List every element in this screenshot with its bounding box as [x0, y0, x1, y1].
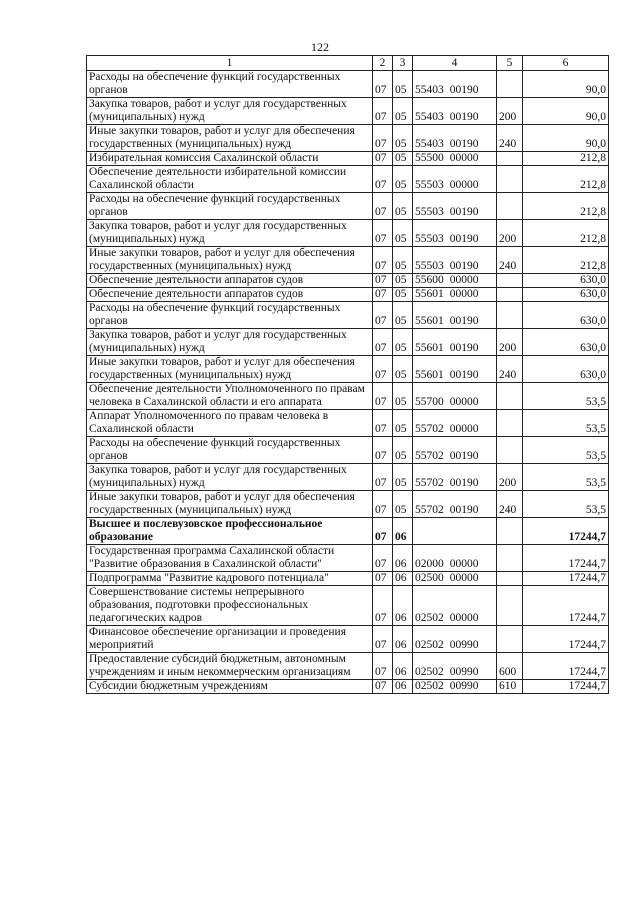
row-name: Закупка товаров, работ и услуг для государственных (муниципальных) нужд [87, 329, 373, 356]
table-row [87, 302, 609, 329]
row-amount: 17244,7 [523, 653, 609, 680]
row-amount: 53,5 [523, 491, 609, 518]
table-row [87, 166, 609, 193]
row-code-2: 07 [373, 586, 393, 626]
row-code-5: 240 [497, 125, 523, 152]
row-code-3: 05 [393, 383, 413, 410]
row-code-4-program: 55403 [415, 84, 444, 96]
row-code-5 [497, 288, 523, 302]
row-code-4-program: 55601 [415, 369, 444, 381]
row-code-2: 07 [373, 437, 393, 464]
row-code-4-direction: 00190 [449, 315, 479, 327]
table-row [87, 383, 609, 410]
row-code-5 [497, 274, 523, 288]
table-row [87, 98, 609, 125]
row-amount: 17244,7 [523, 518, 609, 545]
row-code-4-program: 55403 [415, 111, 444, 123]
row-code-4-program: 02502 [415, 639, 444, 651]
row-code-3: 05 [393, 71, 413, 98]
row-code-4-direction: 00190 [449, 477, 479, 489]
row-name: Расходы на обеспечение функций государственных органов [87, 302, 373, 329]
row-code-3: 05 [393, 302, 413, 329]
row-code-4-program: 55601 [415, 288, 444, 300]
row-code-3: 06 [393, 518, 413, 545]
row-name: Обеспечение деятельности аппаратов судов [87, 288, 373, 302]
row-code-3: 05 [393, 166, 413, 193]
table-row [87, 247, 609, 274]
table-row [87, 125, 609, 152]
row-code-4 [413, 166, 497, 193]
row-code-5: 200 [497, 464, 523, 491]
row-name: Расходы на обеспечение функций государственных органов [87, 193, 373, 220]
row-code-4-direction: 00190 [449, 504, 479, 516]
table-header-row [87, 56, 609, 71]
row-code-4 [413, 220, 497, 247]
row-code-2: 07 [373, 152, 393, 166]
row-code-4-direction: 00990 [449, 666, 479, 678]
row-code-4-direction: 00190 [449, 342, 479, 354]
row-code-3: 05 [393, 274, 413, 288]
row-code-4-direction: 00190 [449, 84, 479, 96]
row-code-4-direction: 00000 [449, 179, 479, 191]
table-row [87, 274, 609, 288]
row-code-4 [413, 288, 497, 302]
row-code-4-program: 55600 [415, 274, 444, 286]
row-amount: 17244,7 [523, 626, 609, 653]
row-code-4-program: 55503 [415, 179, 444, 191]
row-code-5 [497, 572, 523, 586]
row-code-2: 07 [373, 545, 393, 572]
row-name: Обеспечение деятельности избирательной комиссии Сахалинской области [87, 166, 373, 193]
column-header-6: 6 [523, 56, 609, 71]
row-code-4 [413, 356, 497, 383]
row-code-2: 07 [373, 166, 393, 193]
row-code-4 [413, 572, 497, 586]
row-code-2: 07 [373, 356, 393, 383]
row-code-2: 07 [373, 680, 393, 694]
row-code-4-program: 55503 [415, 206, 444, 218]
table-row [87, 193, 609, 220]
row-code-3: 06 [393, 586, 413, 626]
row-code-4-program: 55403 [415, 138, 444, 150]
table-row [87, 329, 609, 356]
row-code-4-program: 55601 [415, 342, 444, 354]
row-code-4-program: 02502 [415, 680, 444, 692]
row-amount: 53,5 [523, 383, 609, 410]
row-code-4 [413, 653, 497, 680]
row-code-4 [413, 152, 497, 166]
column-header-4: 4 [413, 56, 497, 71]
row-code-3: 06 [393, 626, 413, 653]
row-code-3: 06 [393, 680, 413, 694]
row-name: Совершенствование системы непрерывного образования, подготовки профессиональных педагогических кадров [87, 586, 373, 626]
row-code-4 [413, 71, 497, 98]
row-amount: 53,5 [523, 437, 609, 464]
row-code-2: 07 [373, 302, 393, 329]
row-amount: 17244,7 [523, 586, 609, 626]
row-code-2: 07 [373, 464, 393, 491]
row-amount: 17244,7 [523, 572, 609, 586]
row-code-4 [413, 383, 497, 410]
row-code-5: 240 [497, 247, 523, 274]
row-code-5: 600 [497, 653, 523, 680]
row-name: Закупка товаров, работ и услуг для государственных (муниципальных) нужд [87, 464, 373, 491]
row-name: Обеспечение деятельности аппаратов судов [87, 274, 373, 288]
row-name: Аппарат Уполномоченного по правам человека в Сахалинской области [87, 410, 373, 437]
row-code-4-program: 55702 [415, 477, 444, 489]
column-header-3: 3 [393, 56, 413, 71]
row-code-4-direction: 00190 [449, 206, 479, 218]
row-amount: 212,8 [523, 166, 609, 193]
row-code-5: 200 [497, 220, 523, 247]
row-code-5 [497, 71, 523, 98]
column-header-5: 5 [497, 56, 523, 71]
table-row [87, 288, 609, 302]
row-code-2: 07 [373, 274, 393, 288]
row-code-4 [413, 193, 497, 220]
row-name: Финансовое обеспечение организации и проведения мероприятий [87, 626, 373, 653]
row-code-4-program: 55503 [415, 233, 444, 245]
row-code-5: 240 [497, 491, 523, 518]
row-code-2: 07 [373, 71, 393, 98]
row-code-4 [413, 274, 497, 288]
row-code-4-program: 02500 [415, 572, 444, 584]
row-code-3: 05 [393, 220, 413, 247]
row-code-2: 07 [373, 626, 393, 653]
row-code-5 [497, 545, 523, 572]
row-code-2: 07 [373, 247, 393, 274]
table-row [87, 586, 609, 626]
table-row [87, 680, 609, 694]
table-row [87, 464, 609, 491]
row-code-4-direction: 00000 [449, 288, 479, 300]
row-code-3: 05 [393, 491, 413, 518]
row-code-3: 05 [393, 356, 413, 383]
row-amount: 630,0 [523, 302, 609, 329]
row-code-2: 07 [373, 383, 393, 410]
row-code-5: 240 [497, 356, 523, 383]
row-amount: 212,8 [523, 220, 609, 247]
row-code-4 [413, 437, 497, 464]
row-amount: 90,0 [523, 98, 609, 125]
row-code-4-direction: 00190 [449, 111, 479, 123]
row-amount: 630,0 [523, 356, 609, 383]
row-code-2: 07 [373, 653, 393, 680]
row-code-4-program: 02000 [415, 558, 444, 570]
table-row [87, 220, 609, 247]
row-code-4-direction: 00000 [449, 423, 479, 435]
row-code-5: 200 [497, 329, 523, 356]
row-name: Иные закупки товаров, работ и услуг для обеспечения государственных (муниципальных) нужд [87, 125, 373, 152]
row-name: Высшее и послевузовское профессиональное образование [87, 518, 373, 545]
row-code-4-direction: 00000 [449, 558, 479, 570]
row-code-5 [497, 302, 523, 329]
row-code-3: 05 [393, 193, 413, 220]
column-header-1: 1 [87, 56, 373, 71]
row-code-4 [413, 464, 497, 491]
row-code-4 [413, 247, 497, 274]
page-number: 122 [311, 40, 329, 54]
row-code-3: 05 [393, 437, 413, 464]
row-code-5 [497, 437, 523, 464]
row-name: Предоставление субсидий бюджетным, автономным учреждениям и иным некоммерческим организациям [87, 653, 373, 680]
row-code-2: 07 [373, 329, 393, 356]
row-code-4-direction: 00000 [449, 612, 479, 624]
row-amount: 630,0 [523, 288, 609, 302]
column-header-2: 2 [373, 56, 393, 71]
row-code-4 [413, 491, 497, 518]
row-code-3: 06 [393, 545, 413, 572]
row-code-5: 610 [497, 680, 523, 694]
table-row [87, 545, 609, 572]
row-code-4-direction: 00000 [449, 396, 479, 408]
table-row [87, 491, 609, 518]
row-name: Обеспечение деятельности Уполномоченного по правам человека в Сахалинской области и его аппарата [87, 383, 373, 410]
row-code-4-program: 55702 [415, 450, 444, 462]
row-code-3: 06 [393, 572, 413, 586]
row-name: Субсидии бюджетным учреждениям [87, 680, 373, 694]
row-code-4-direction: 00190 [449, 450, 479, 462]
row-code-4 [413, 626, 497, 653]
row-code-3: 05 [393, 152, 413, 166]
row-code-4-direction: 00000 [449, 274, 479, 286]
row-code-4-program: 55702 [415, 504, 444, 516]
row-name: Иные закупки товаров, работ и услуг для обеспечения государственных (муниципальных) нужд [87, 356, 373, 383]
row-code-2: 07 [373, 518, 393, 545]
row-name: Расходы на обеспечение функций государственных органов [87, 71, 373, 98]
table-row [87, 518, 609, 545]
row-code-4-program: 55700 [415, 396, 444, 408]
row-code-4 [413, 125, 497, 152]
row-name: Иные закупки товаров, работ и услуг для обеспечения государственных (муниципальных) нужд [87, 491, 373, 518]
budget-table [86, 55, 609, 694]
row-amount: 90,0 [523, 125, 609, 152]
row-code-4-direction: 00990 [449, 639, 479, 651]
row-name: Закупка товаров, работ и услуг для государственных (муниципальных) нужд [87, 220, 373, 247]
table-row [87, 71, 609, 98]
row-code-4-program: 55503 [415, 260, 444, 272]
row-code-4-program: 02502 [415, 666, 444, 678]
row-name: Закупка товаров, работ и услуг для государственных (муниципальных) нужд [87, 98, 373, 125]
row-amount: 53,5 [523, 464, 609, 491]
row-code-2: 07 [373, 288, 393, 302]
table-row [87, 572, 609, 586]
row-amount: 630,0 [523, 274, 609, 288]
row-amount: 17244,7 [523, 680, 609, 694]
row-code-4-program: 55702 [415, 423, 444, 435]
row-code-4 [413, 98, 497, 125]
row-code-3: 05 [393, 125, 413, 152]
row-code-2: 07 [373, 125, 393, 152]
row-code-3: 06 [393, 653, 413, 680]
row-code-4-direction: 00000 [449, 152, 479, 164]
row-code-5: 200 [497, 98, 523, 125]
row-name: Расходы на обеспечение функций государственных органов [87, 437, 373, 464]
row-code-5 [497, 383, 523, 410]
row-code-2: 07 [373, 193, 393, 220]
row-code-2: 07 [373, 220, 393, 247]
row-code-3: 05 [393, 247, 413, 274]
row-code-3: 05 [393, 288, 413, 302]
row-code-2: 07 [373, 410, 393, 437]
row-code-5 [497, 193, 523, 220]
row-amount: 53,5 [523, 410, 609, 437]
row-amount: 212,8 [523, 193, 609, 220]
row-code-4 [413, 586, 497, 626]
row-code-2: 07 [373, 98, 393, 125]
table-row [87, 653, 609, 680]
row-code-3: 05 [393, 410, 413, 437]
row-code-5 [497, 518, 523, 545]
table-row [87, 410, 609, 437]
row-code-4-program: 02502 [415, 612, 444, 624]
table-row [87, 152, 609, 166]
row-code-3: 05 [393, 329, 413, 356]
row-code-5 [497, 166, 523, 193]
row-code-4-direction: 00990 [449, 680, 479, 692]
row-code-4-direction: 00190 [449, 138, 479, 150]
row-code-2: 07 [373, 572, 393, 586]
row-amount: 90,0 [523, 71, 609, 98]
row-code-4-program: 55500 [415, 152, 444, 164]
row-name: Иные закупки товаров, работ и услуг для обеспечения государственных (муниципальных) нужд [87, 247, 373, 274]
row-code-5 [497, 626, 523, 653]
row-code-4 [413, 302, 497, 329]
row-code-4 [413, 410, 497, 437]
row-amount: 17244,7 [523, 545, 609, 572]
row-code-4 [413, 545, 497, 572]
table-row [87, 626, 609, 653]
row-code-4 [413, 329, 497, 356]
row-code-5 [497, 586, 523, 626]
row-code-5 [497, 152, 523, 166]
row-name: Избирательная комиссия Сахалинской области [87, 152, 373, 166]
row-code-4-program: 55601 [415, 315, 444, 327]
row-amount: 212,8 [523, 152, 609, 166]
row-amount: 212,8 [523, 247, 609, 274]
row-code-4-direction: 00190 [449, 260, 479, 272]
row-code-4 [413, 518, 497, 545]
table-row [87, 356, 609, 383]
row-code-4-direction: 00190 [449, 233, 479, 245]
table-row [87, 437, 609, 464]
row-code-3: 05 [393, 464, 413, 491]
row-name: Государственная программа Сахалинской области "Развитие образования в Сахалинской области" [87, 545, 373, 572]
row-code-5 [497, 410, 523, 437]
row-code-4-direction: 00190 [449, 369, 479, 381]
row-amount: 630,0 [523, 329, 609, 356]
row-code-2: 07 [373, 491, 393, 518]
row-name: Подпрограмма "Развитие кадрового потенциала" [87, 572, 373, 586]
row-code-4-direction: 00000 [449, 572, 479, 584]
row-code-4 [413, 680, 497, 694]
row-code-3: 05 [393, 98, 413, 125]
